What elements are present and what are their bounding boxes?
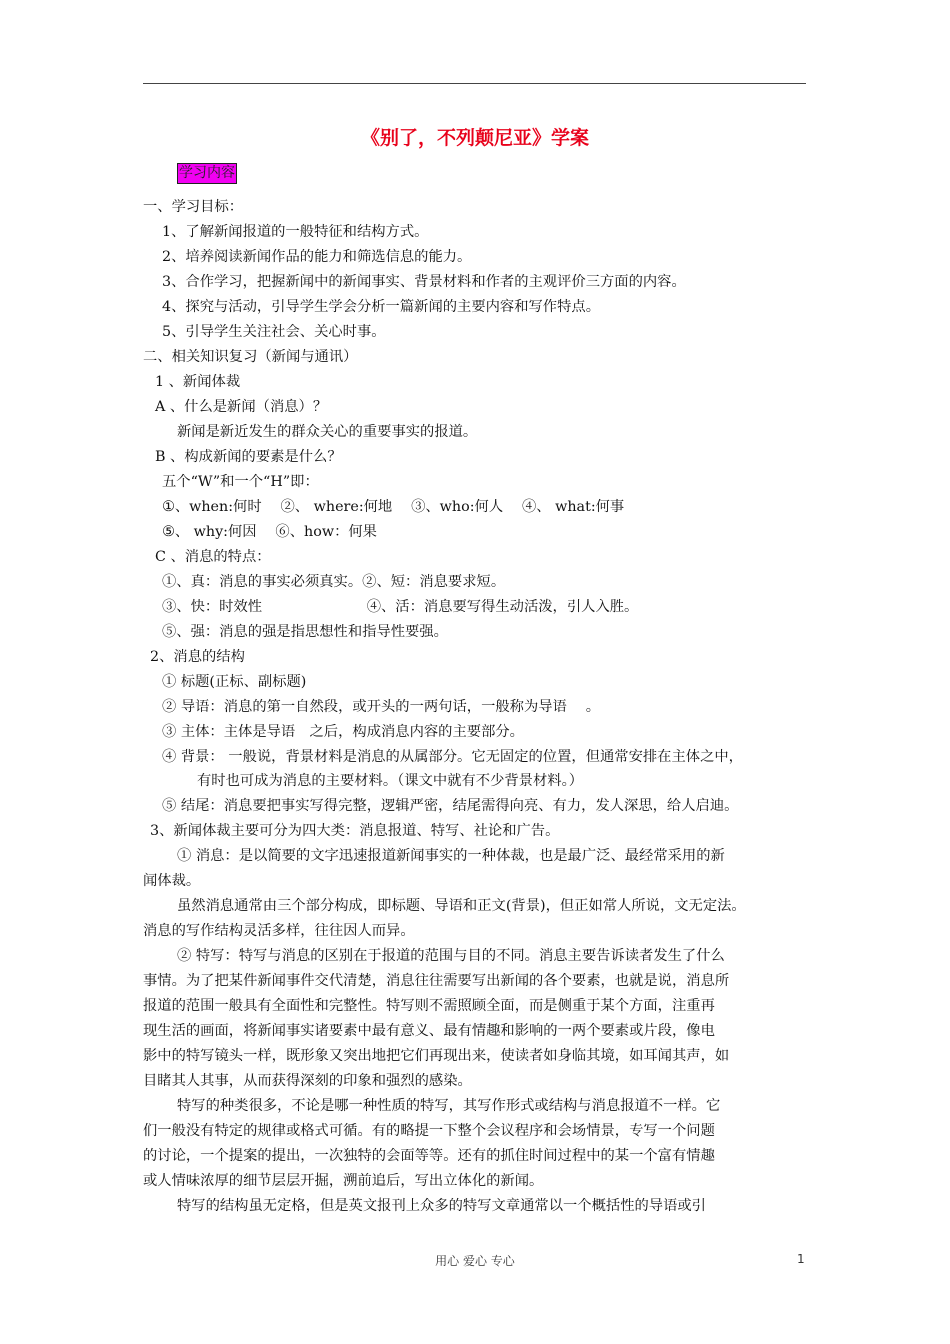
text-line: 们一般没有特定的规律或格式可循。有的略提一下整个会议程序和会场情景，专写一个问题: [143, 1123, 715, 1139]
text-line: 的讨论，一个提案的提出，一次独特的会面等等。还有的抓住时间过程中的某一个富有情趣: [143, 1148, 715, 1164]
text-line: 虽然消息通常由三个部分构成，即标题、导语和正文(背景)，但正如常人所说，文无定法。: [177, 898, 746, 914]
section-tag: 学习内容: [177, 163, 237, 184]
header-rule: [143, 83, 806, 84]
text-line: 闻体裁。: [143, 873, 201, 889]
text-line: 2、消息的结构: [150, 649, 245, 665]
text-line: 有时也可成为消息的主要材料。（课文中就有不少背景材料。）: [197, 773, 584, 789]
page-footer: 用心 爱心 专心: [435, 1254, 515, 1268]
text-line: 5、引导学生关注社会、关心时事。: [162, 324, 386, 340]
text-line: ② 导语：消息的第一自然段，或开头的一两句话，一般称为导语 。: [162, 699, 600, 715]
page-title: 《别了，不列颠尼亚》学案: [360, 127, 589, 149]
page-number: 1: [797, 1252, 805, 1266]
text-line: B 、构成新闻的要素是什么？: [155, 449, 342, 465]
text-line: 1 、新闻体裁: [155, 374, 241, 390]
text-line: 报道的范围一般具有全面性和完整性。特写则不需照顾全面，而是侧重于某个方面，注重再: [143, 998, 715, 1014]
text-line: ② 特写：特写与消息的区别在于报道的范围与目的不同。消息主要告诉读者发生了什么: [177, 948, 725, 964]
text-line: ⑤、强：消息的强是指思想性和指导性要强。: [162, 624, 448, 640]
text-line: ①、when:何时 ②、 where:何地 ③、who:何人 ④、 what:何事: [162, 499, 625, 515]
text-line: 3、合作学习，把握新闻中的新闻事实、背景材料和作者的主观评价三方面的内容。: [162, 274, 686, 290]
text-line: 事情。为了把某件新闻事件交代清楚，消息往往需要写出新闻的各个要素，也就是说，消息所: [143, 973, 730, 989]
text-line: 消息的写作结构灵活多样，往往因人而异。: [143, 923, 415, 939]
text-line: 3、新闻体裁主要可分为四大类：消息报道、特写、社论和广告。: [150, 823, 560, 839]
text-line: 新闻是新近发生的群众关心的重要事实的报道。: [177, 424, 478, 440]
text-line: 特写的结构虽无定格，但是英文报刊上众多的特写文章通常以一个概括性的导语或引: [177, 1198, 706, 1214]
text-line: 4、探究与活动，引导学生学会分析一篇新闻的主要内容和写作特点。: [162, 299, 600, 315]
text-line: ⑤ 结尾：消息要把事实写得完整，逻辑严密，结尾需得向亮、有力，发人深思，给人启迪。: [162, 798, 739, 814]
text-line: 二、相关知识复习（新闻与通讯）: [143, 349, 358, 365]
text-line: ⑤、 why:何因 ⑥、how：何果: [162, 524, 377, 540]
text-line: 2、培养阅读新闻作品的能力和筛选信息的能力。: [162, 249, 472, 265]
text-line: 影中的特写镜头一样，既形象又突出地把它们再现出来，使读者如身临其境，如耳闻其声，如: [143, 1048, 730, 1064]
text-line: 特写的种类很多，不论是哪一种性质的特写，其写作形式或结构与消息报道不一样。它: [177, 1098, 721, 1114]
text-line: 或人情味浓厚的细节层层开掘，溯前追后，写出立体化的新闻。: [143, 1173, 544, 1189]
text-line: A 、什么是新闻（消息）？: [155, 399, 328, 415]
text-line: ③ 主体：主体是导语 之后，构成消息内容的主要部分。: [162, 724, 524, 740]
text-line: 一、学习目标：: [143, 199, 244, 215]
text-line: C 、消息的特点：: [155, 549, 271, 565]
text-line: ④ 背景： 一般说，背景材料是消息的从属部分。它无固定的位置，但通常安排在主体之中，: [162, 749, 743, 765]
text-line: ①、真：消息的事实必须真实。②、短：消息要求短。: [162, 574, 506, 590]
text-line: 现生活的画面，将新闻事实诸要素中最有意义、最有情趣和影响的一两个要素或片段，像电: [143, 1023, 715, 1039]
text-line: 1、了解新闻报道的一般特征和结构方式。: [162, 224, 429, 240]
text-line: 五个“W”和一个“H”即：: [162, 474, 319, 490]
text-line: ① 消息：是以简要的文字迅速报道新闻事实的一种体裁，也是最广泛、最经常采用的新: [177, 848, 725, 864]
text-line: ③、快：时效性 ④、活：消息要写得生动活泼，引人入胜。: [162, 599, 639, 615]
text-line: ① 标题(正标、副标题): [162, 674, 307, 690]
text-line: 目睹其人其事，从而获得深刻的印象和强烈的感染。: [143, 1073, 472, 1089]
